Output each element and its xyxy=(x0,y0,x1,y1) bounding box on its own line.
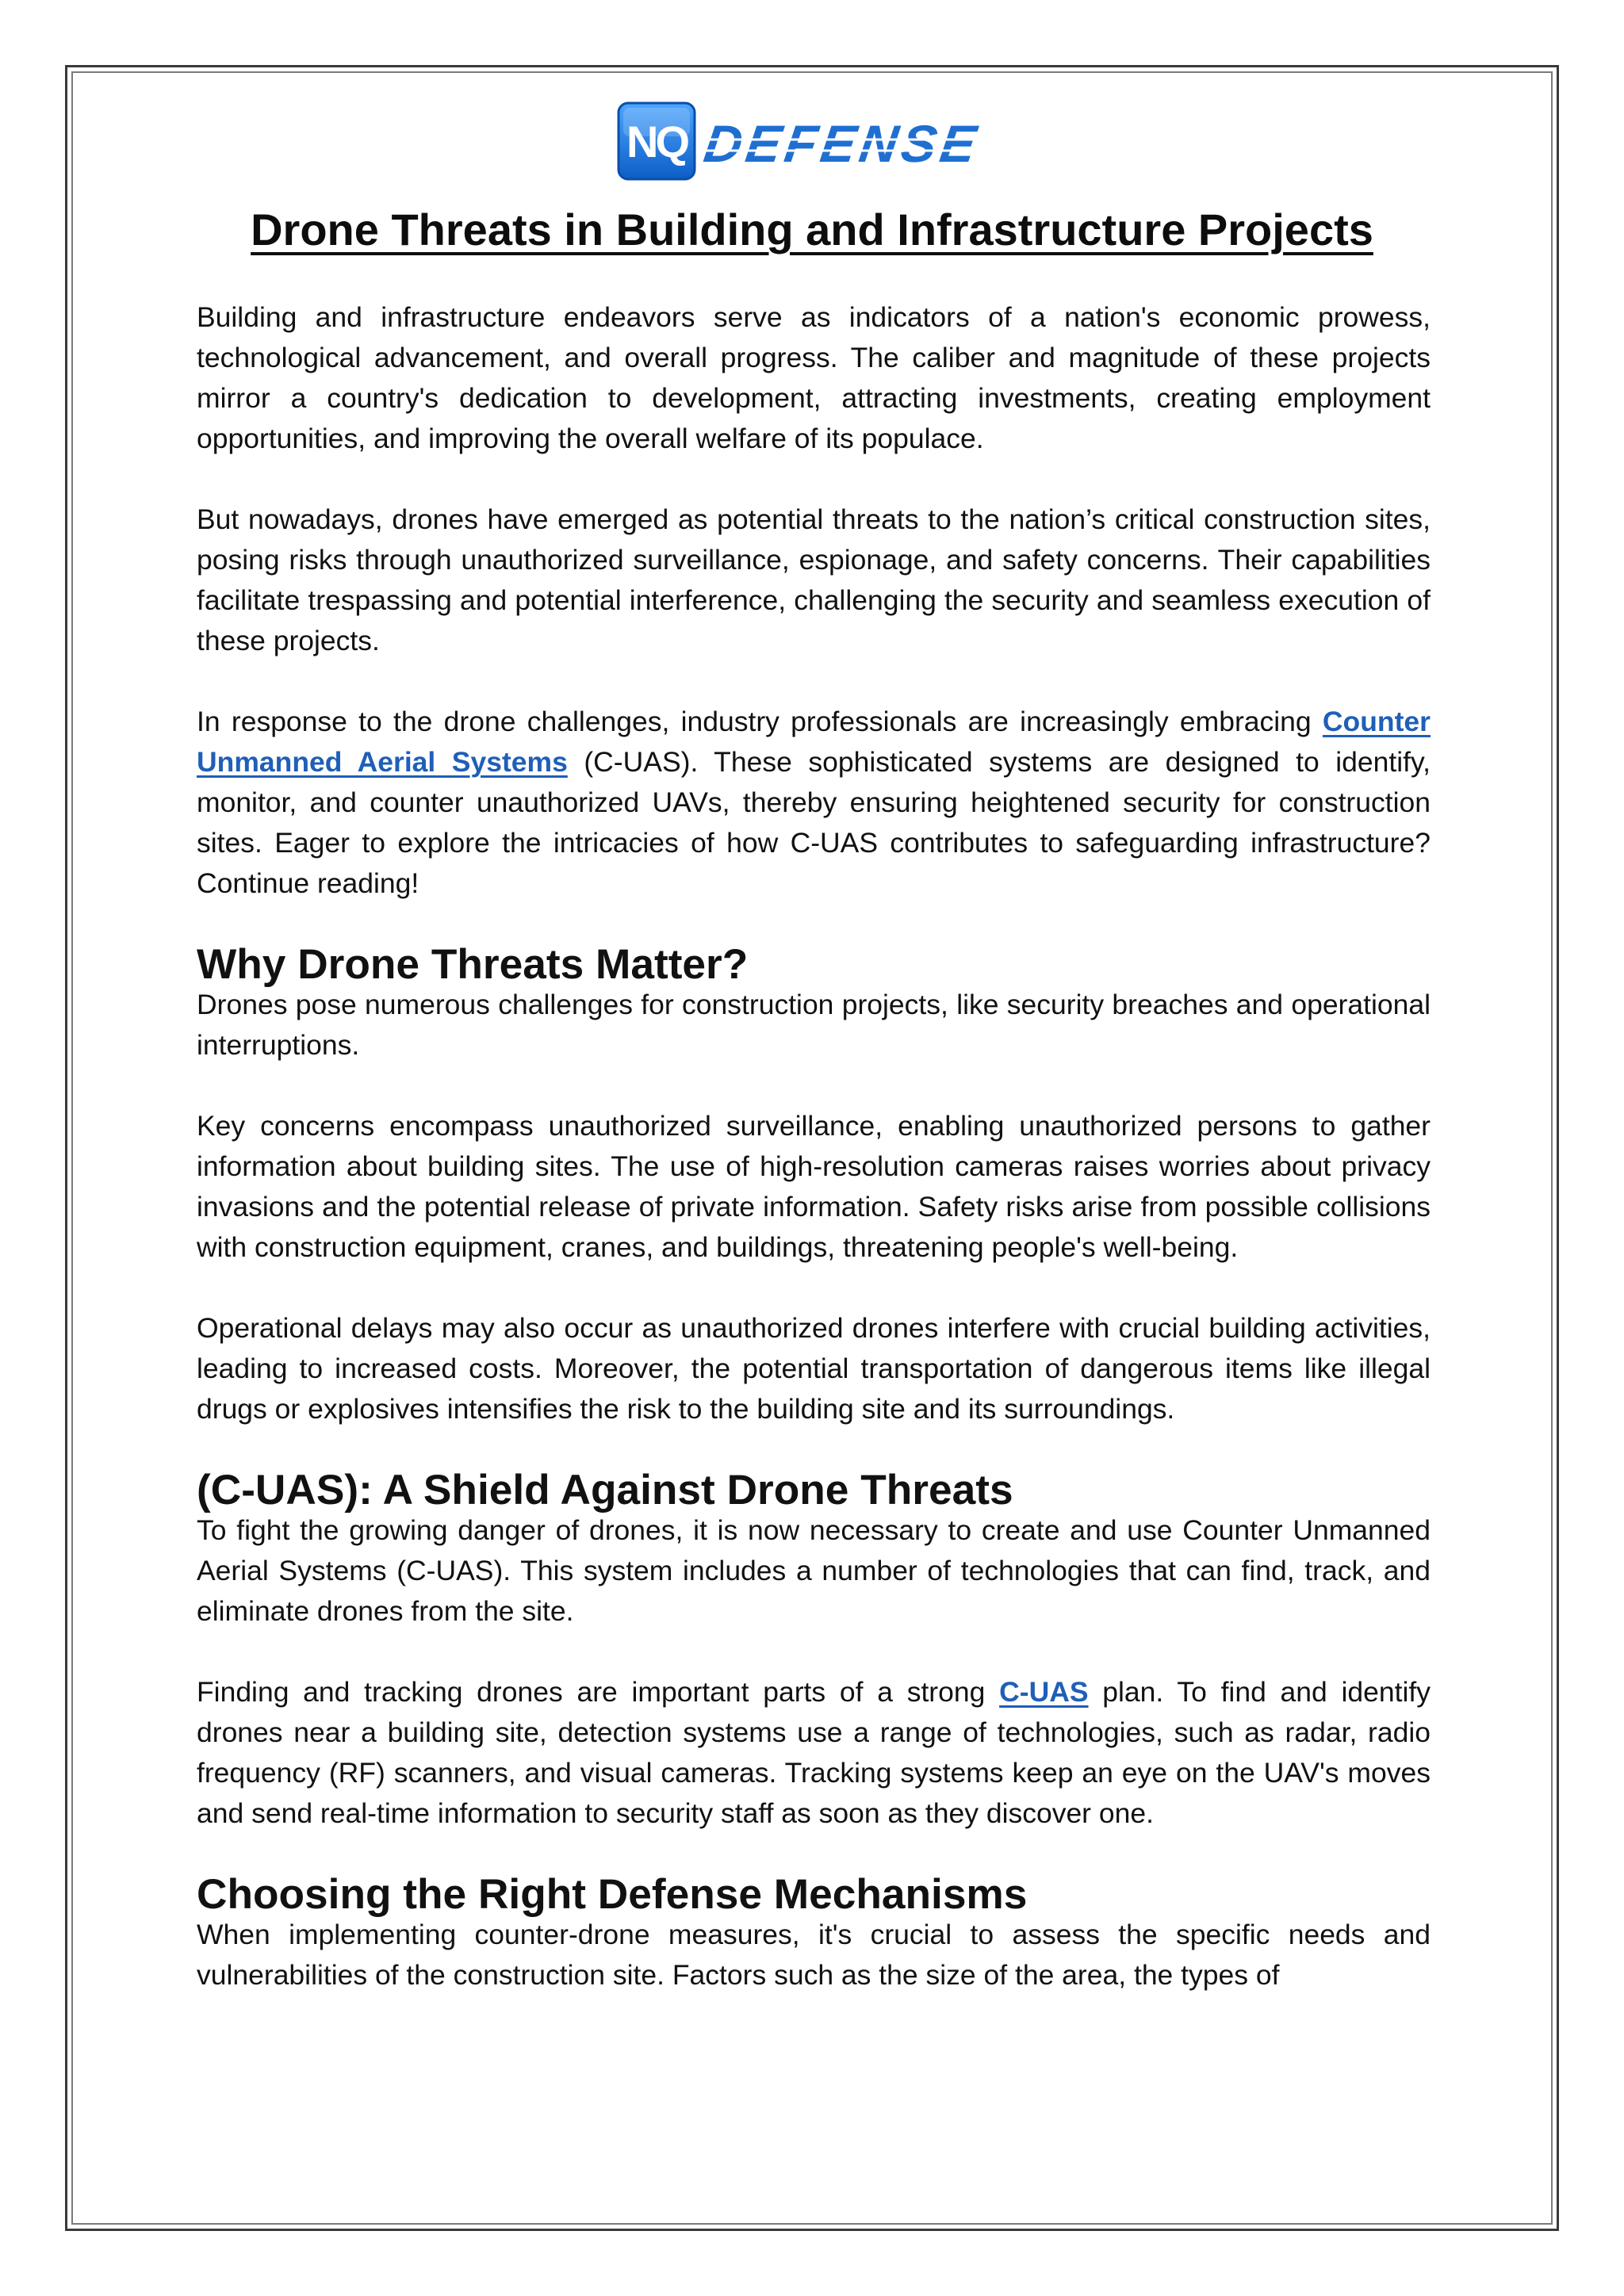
document-body xyxy=(197,297,1431,2036)
intro-paragraph-3 xyxy=(197,702,1431,904)
intro-paragraph-3-end: (C-UAS). These sophisticated systems are designed to identify, monitor, and counter unauthorized UAVs, thereby ensuring heightened security for construction sites. Eager to explore the intricacies of how C-UAS contributes to safeguarding infrastructure? Continue reading! xyxy=(197,746,1431,899)
cuas-link[interactable]: C-UAS xyxy=(999,1676,1089,1708)
cuas-paragraph-2 xyxy=(197,1672,1431,1834)
intro-paragraph-1: Building and infrastructure endeavors serve as indicators of a nation's economic prowess, technological advancement, and overall progress. The caliber and magnitude of these projects mirror a country's dedication to development, attracting investments, creating employment opportunities, and improving the overall welfare of its populace. xyxy=(197,301,1431,454)
logo-word-text: DEFENSE xyxy=(700,115,984,174)
intro-paragraph-3-start: In response to the drone challenges, industry professionals are increasingly embracing xyxy=(197,706,1323,737)
defense-paragraph-1: When implementing counter-drone measures, it's crucial to assess the specific needs and vulnerabilities of the construction site. Factors such as the size of the area, the types of xyxy=(197,1919,1431,1991)
intro-paragraph-2: But nowadays, drones have emerged as potential threats to the nation’s critical construction sites, posing risks through unauthorized surveillance, espionage, and safety concerns. Their capabilities facilitate trespassing and potential interference, challenging the security and seamless execution of these projects. xyxy=(197,503,1431,656)
cuas-paragraph-2-end: plan. To find and identify drones near a building site, detection systems use a range of technologies, such as radar, radio frequency (RF) scanners, and visual cameras. Tracking systems keep an eye on the UAV's moves and send real-time information to security staff as soon as they discover one. xyxy=(197,1676,1431,1829)
nq-defense-logo xyxy=(617,101,998,181)
cuas-paragraph-2-start: Finding and tracking drones are important parts of a strong xyxy=(197,1676,1000,1708)
why-paragraph-2: Key concerns encompass unauthorized surveillance, enabling unauthorized persons to gather information about building sites. The use of high-resolution cameras raises worries about privacy invasions and the potential release of private information. Safety risks arise from possible collisions with construction equipment, cranes, and buildings, threatening people's well-being. xyxy=(197,1110,1431,1263)
counter-uas-link[interactable]: Counter Unmanned Aerial Systems xyxy=(197,706,1431,778)
section-heading-cuas: (C-UAS): A Shield Against Drone Threats xyxy=(197,1467,1013,1513)
section-heading-why: Why Drone Threats Matter? xyxy=(197,941,749,988)
section-heading-defense: Choosing the Right Defense Mechanisms xyxy=(197,1871,1028,1918)
why-paragraph-3: Operational delays may also occur as unauthorized drones interfere with crucial building activities, leading to increased costs. Moreover, the potential transportation of dangerous items like illegal drugs or explosives intensifies the risk to the building site and its surroundings. xyxy=(197,1312,1431,1425)
cuas-paragraph-1: To fight the growing danger of drones, it is now necessary to create and use Counter Unmanned Aerial Systems (C-UAS). This system includes a number of technologies that can find, track, and eliminate drones from the site. xyxy=(197,1514,1431,1627)
document-title: Drone Threats in Building and Infrastructure Projects xyxy=(251,205,1373,254)
why-paragraph-1: Drones pose numerous challenges for construction projects, like security breaches and operational interruptions. xyxy=(197,989,1431,1061)
logo-mark-text: NQ xyxy=(626,117,687,166)
